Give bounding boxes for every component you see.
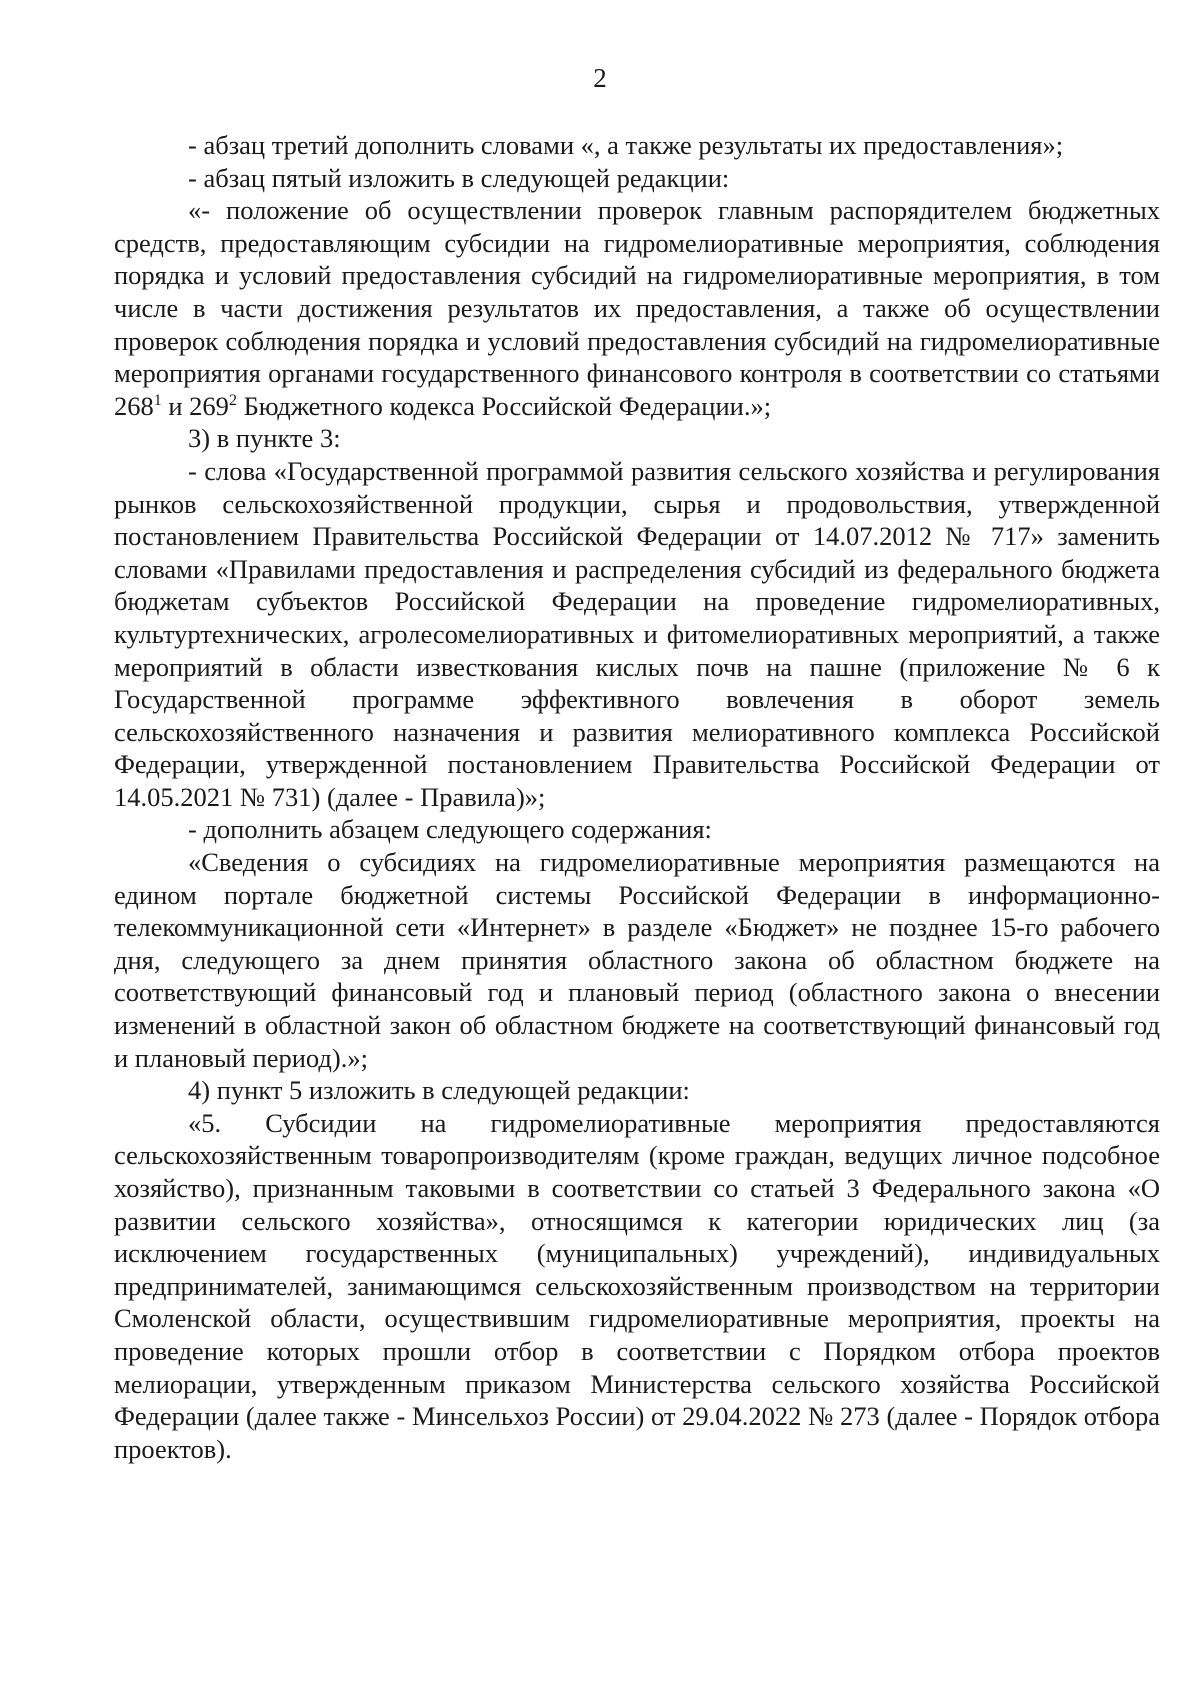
paragraph-1: - абзац третий дополнить словами «, а также результаты их предоставления»; [188, 130, 1064, 160]
superscript-1: 1 [153, 391, 162, 409]
document-body [114, 129, 1160, 1465]
paragraph-7: «Сведения о субсидиях на гидромелиоративные мероприятия размещаются на едином портале бюджетной системы Российской Федерации в информационно-телекоммуникационной сети «Интернет» в разделе «Бюджет» не позднее 15-го рабочего дня, следующего за днем принятия областного закона об областном бюджете на соответствующий финансовый год и плановый период (областного закона о внесении изменений в областной закон об областном бюджете на соответствующий финансовый год и плановый период).»; [114, 847, 1160, 1073]
paragraph-3-text-1: «- положение об осуществлении проверок главным распорядителем бюджетных средств, предоставляющим субсидии на гидромелиоративные мероприятия, соблюдения порядка и условий предоставления субсидий на гидромелиоративные мероприятия, в том числе в части достижения результатов их предоставления, а также об осуществлении проверок соблюдения порядка и условий предоставления субсидий на гидромелиоративные мероприятия органами государственного финансового контроля в соответствии со статьями 268 [114, 195, 1160, 421]
paragraph-3-text-2: и 269 [161, 390, 229, 421]
paragraph-3-text-3: Бюджетного кодекса Российской Федерации.»; [236, 390, 772, 421]
paragraph-6: - дополнить абзацем следующего содержания: [188, 814, 712, 845]
paragraph-8: 4) пункт 5 изложить в следующей редакции: [188, 1075, 690, 1106]
page-number: 2 [593, 63, 607, 93]
paragraph-2: - абзац пятый изложить в следующей редакции: [188, 162, 730, 193]
paragraph-9: «5. Субсидии на гидромелиоративные мероприятия предоставляются сельскохозяйственным товаропроизводителям (кроме граждан, ведущих личное подсобное хозяйство), признанным таковыми в соответствии со статьей 3 Федерального закона «О развитии сельского хозяйства», относящимся к категории юридических лиц (за исключением государственных (муниципальных) учреждений), индивидуальных предпринимателей, занимающимся сельскохозяйственным производством на территории Смоленской области, осуществившим гидромелиоративные мероприятия, проекты на проведение которых прошли отбор в соответствии с Порядком отбора проектов мелиорации, утвержденным приказом Министерства сельского хозяйства Российской Федерации (далее также - Минсельхоз России) от 29.04.2022 № 273 (далее - Порядок отбора проектов). [114, 1107, 1160, 1464]
paragraph-4: 3) в пункте 3: [188, 423, 341, 454]
superscript-2: 2 [228, 391, 237, 409]
paragraph-3 [114, 194, 1160, 422]
paragraph-5: - слова «Государственной программой развития сельского хозяйства и регулирования рынков сельскохозяйственной продукции, сырья и продовольствия, утвержденной постановлением Правительства Российской Федерации от 14.07.2012 № 717» заменить словами «Правилами предоставления и распределения субсидий из федерального бюджета бюджетам субъектов Российской Федерации на проведение гидромелиоративных, культуртехнических, агролесомелиоративных и фитомелиоративных мероприятий, а также мероприятий в области известкования кислых почв на пашне (приложение № 6 к Государственной программе эффективного вовлечения в оборот земель сельскохозяйственного назначения и развития мелиоративного комплекса Российской Федерации, утвержденной постановлением Правительства Российской Федерации от 14.05.2021 № 731) (далее - Правила)»; [114, 455, 1160, 812]
